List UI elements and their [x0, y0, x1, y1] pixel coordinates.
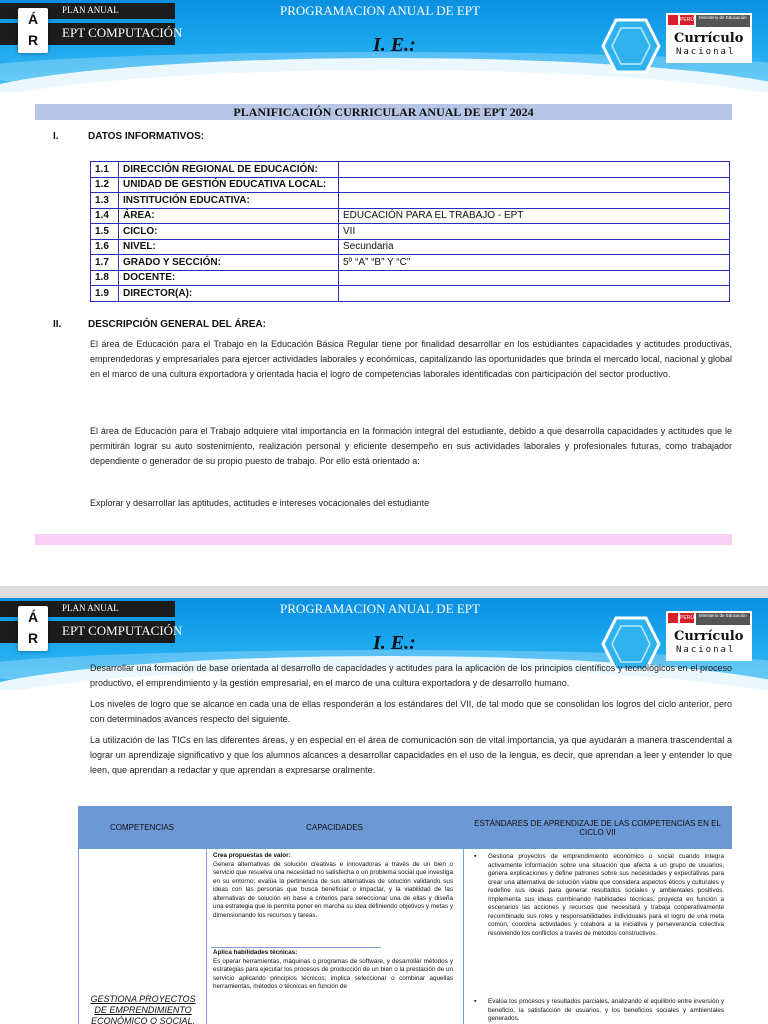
ar-badge: Á R [18, 606, 48, 651]
table-row [91, 286, 730, 302]
paragraph: Desarrollar una formación de base orientada al desarrollo de capacidades y actitudes para la aplicación de los principios científicos y tecnológicos en el proceso productivo, el emprendimiento y la gestión empresarial, en el marco de una cultura exportadora y de desarrollo humano. [90, 663, 732, 688]
capacidad-title: Aplica habilidades técnicas: [213, 949, 298, 956]
row-label: DIRECTOR(A): [119, 286, 339, 302]
capacidad-item [213, 852, 453, 920]
table-header [78, 806, 732, 849]
paragraph: La utilización de las TICs en las diferentes áreas, y en especial en el área de comunicación son de vital importancia, ya que ayudarán a manera trascendental a lograr un aprendizaje significativo y que los alumnos alcances a desarrollar capacidades en el uso de la lengua, es decir, que aprendan a leer y entender lo que leen, que aprendan a redactar y que aprendan a expresarse oralmente. [90, 735, 732, 775]
ept-computacion-label: EPT COMPUTACIÓN [62, 623, 183, 638]
row-number: 1.5 [91, 224, 119, 240]
header-estandares: ESTÁNDARES DE APRENDIZAJE DE LAS COMPETENCIAS EN EL CICLO VII [474, 818, 721, 837]
table-row [91, 177, 730, 193]
section-title: DESCRIPCIÓN GENERAL DEL ÁREA: [88, 319, 266, 330]
row-label: NIVEL: [119, 239, 339, 255]
datos-informativos-table [90, 161, 730, 302]
row-number: 1.8 [91, 270, 119, 286]
header-competencias: COMPETENCIAS [109, 823, 174, 832]
table-row [91, 193, 730, 209]
row-value: VII [339, 224, 730, 240]
row-label: ÁREA: [119, 208, 339, 224]
capacidad-title: Crea propuestas de valor: [213, 852, 291, 859]
row-label: CICLO: [119, 224, 339, 240]
programacion-title: PROGRAMACION ANUAL DE EPT [280, 3, 480, 18]
row-value: EDUCACIÓN PARA EL TRABAJO - EPT [339, 208, 730, 224]
ie-label: I. E.: [373, 632, 416, 654]
section-title: DATOS INFORMATIVOS: [88, 131, 205, 142]
estandar-text: Gestiona proyectos de emprendimiento económico o social cuando integra activamente información sobre una situación que afecta a un grupo de usuarios, genera explicaciones y define patrones sobre sus necesidades y expectativas para crear una alternativa de solución viable que considera aspectos éticos y culturales y redefine sus ideas para generar resultados sociales y ambientales positivos. Implementa sus ideas combinando habilidades técnicas, proyecta en función a escenarios las acciones y recursos que necesitará y trabaja cooperativamente recombinado sus roles y responsabilidades individuales para el logro de una meta común, coordina actividades y colabora a la iniciativa y perseverancia colectiva resolviendo los conflictos a través de métodos constructivos. [488, 853, 724, 937]
section-number: I. [53, 131, 59, 142]
table-row [91, 224, 730, 240]
competencia-name: GESTIONA PROYECTOS DE EMPRENDIMIENTO ECONÓMICO O SOCIAL. [90, 994, 196, 1024]
row-value [339, 162, 730, 178]
paragraph: El área de Educación para el Trabajo adquiere vital importancia en la formación integral del estudiante, debido a que desarrolla capacidades y actitudes que le permitirán lograr su auto sostenimiento, realización personal y eficiente desempeño en sus actividades laborales y profesionales futuras, como trabajador dependiente o generador de su propio puesto de trabajo. Por ello está orientado a: [90, 426, 732, 466]
row-label: DIRECCIÓN REGIONAL DE EDUCACIÓN: [119, 162, 339, 178]
row-value: 5º “A” “B” Y “C” [339, 255, 730, 271]
paragraph: Los niveles de logro que se alcance en cada una de ellas responderán a los estándares del VII, de tal modo que se consolidan los logros del ciclo anterior, pero con determinados avances respecto del siguiente. [90, 699, 732, 724]
table-row [78, 849, 732, 1024]
plan-anual-label: PLAN ANUAL [62, 5, 119, 15]
header-banner [0, 0, 768, 92]
row-number: 1.6 [91, 239, 119, 255]
capacidad-text: Es operar herramientas, máquinas o programas de software, y desarrollar métodos y estrategias para ejecutar los procesos de producción de un bien o la prestación de un servicio aplicando principios técnicos; implica seleccionar o combinar aquellas herramientas, métodos o técnicas en función de [213, 957, 453, 990]
table-row [91, 208, 730, 224]
header-capacidades: CAPACIDADES [306, 823, 363, 832]
capacidad-text: Genera alternativas de solución creativas e innovadoras a través de un bien o servicio que resuelva una necesidad no satisfecha o un problema social que investiga en su entorno; evalúa la pertinencia de sus alternativas de solución validando sus ideas con las personas que busca beneficiar o impactar, y la viabilidad de las alternativas de solución en base a criterios para seleccionar una de ellas y diseña una estrategia que le permita poner en marcha su idea definiendo objetivos y metas y dimensionando los recursos y tareas. [213, 860, 453, 919]
row-label: DOCENTE: [119, 270, 339, 286]
row-number: 1.9 [91, 286, 119, 302]
pink-divider [35, 534, 732, 545]
row-value [339, 286, 730, 302]
estandar-text: Evalúa los procesos y resultados parciales, analizando el equilibrio entre inversión y beneficio, la satisfacción de usuarios, y los beneficios sociales y ambientales generados. [488, 998, 724, 1022]
row-number: 1.7 [91, 255, 119, 271]
table-row [91, 255, 730, 271]
row-value [339, 270, 730, 286]
hexagon-icon [601, 18, 661, 74]
section-number: II. [53, 319, 62, 330]
row-label: UNIDAD DE GESTIÓN EDUCATIVA LOCAL: [119, 177, 339, 193]
row-number: 1.4 [91, 208, 119, 224]
estandar-item [474, 853, 724, 938]
row-number: 1.1 [91, 162, 119, 178]
ie-label: I. E.: [373, 34, 416, 56]
bullet-icon: ▪ [474, 998, 477, 1005]
table-row [91, 270, 730, 286]
row-value [339, 177, 730, 193]
row-number: 1.2 [91, 177, 119, 193]
row-value [339, 193, 730, 209]
row-number: 1.3 [91, 193, 119, 209]
paragraph: Explorar y desarrollar las aptitudes, actitudes e intereses vocacionales del estudiante [90, 498, 430, 508]
plan-title: PLANIFICACIÓN CURRICULAR ANUAL DE EPT 2024 [35, 104, 732, 120]
bullet-icon: ▪ [474, 853, 477, 860]
row-label: GRADO Y SECCIÓN: [119, 255, 339, 271]
paragraph: El área de Educación para el Trabajo en la Educación Básica Regular tiene por finalidad desarrollar en los estudiantes capacidades y actitudes productivas, emprendedoras y empresariales para ejercer actividades laborales y económicas, capitalizando las oportunidades que brinda el mercado local, nacional y global en el marco de una cultura exportadora y orientada hacia el logro de competencias laborales identificadas con participación del sector productivo. [90, 339, 732, 379]
curriculo-nacional-logo: PERÚ Ministerio de Educación Currículo Nacional [666, 611, 752, 661]
row-label: INSTITUCIÓN EDUCATIVA: [119, 193, 339, 209]
table-row [91, 162, 730, 178]
estandar-item [474, 998, 724, 1024]
curriculo-nacional-logo: PERÚ Ministerio de Educación Currículo Nacional [666, 13, 752, 63]
ar-badge: Á R [18, 8, 48, 53]
table-row [91, 239, 730, 255]
capacidad-item [213, 949, 453, 992]
ept-computacion-label: EPT COMPUTACIÓN [62, 25, 183, 40]
row-value: Secundaria [339, 239, 730, 255]
programacion-title: PROGRAMACION ANUAL DE EPT [280, 601, 480, 616]
plan-anual-label: PLAN ANUAL [62, 603, 119, 613]
